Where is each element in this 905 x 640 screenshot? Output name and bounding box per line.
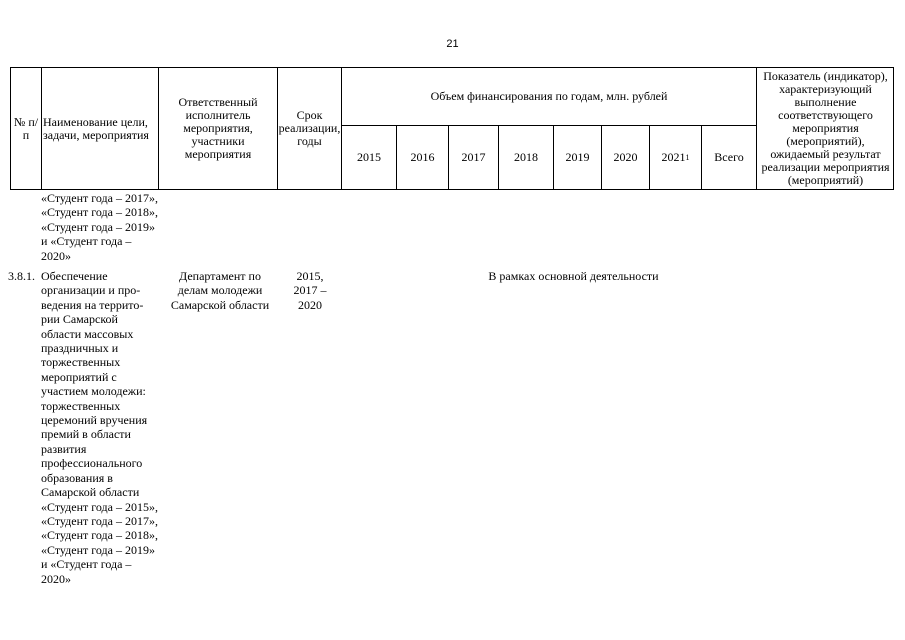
row-name-line: ведения на террито- <box>41 297 144 312</box>
row-term <box>278 269 342 312</box>
header-num: № п/п <box>11 68 42 189</box>
row-name-line: «Студент года – 2019» <box>41 542 155 557</box>
header-financing: Объем финансирования по годам, млн. рублей <box>342 68 757 125</box>
row-name-line: «Студент года – 2018», <box>41 528 158 543</box>
header-year-2020: 2020 <box>602 125 650 190</box>
row-name-line: мероприятий с <box>41 369 117 384</box>
row-name-line: «Студент года – 2017», <box>41 513 158 528</box>
header-term: Срок реализации, годы <box>278 68 342 189</box>
row-executor-line: Департамент по <box>179 269 261 283</box>
row-name-line: рии Самарской <box>41 312 118 327</box>
row-name-line: Обеспечение <box>41 269 108 283</box>
continuation-text <box>41 191 163 263</box>
header-year-2019: 2019 <box>554 125 602 190</box>
header-year-2017: 2017 <box>449 125 499 190</box>
row-name-line: профессионального <box>41 456 143 471</box>
header-executor: Ответственный исполнитель мероприятия, участники мероприятия <box>159 68 278 189</box>
row-name-line: торжественных <box>41 355 121 370</box>
row-number: 3.8.1. <box>8 269 35 283</box>
page-number: 21 <box>446 38 459 50</box>
row-name-line: премий в области <box>41 427 131 442</box>
row-executor <box>160 269 280 312</box>
row-name-line: области массовых <box>41 326 134 341</box>
continuation-line: и «Студент года – <box>41 234 132 249</box>
row-name <box>41 269 163 586</box>
continuation-line: «Студент года – 2017», <box>41 191 158 205</box>
row-name-line: торжественных <box>41 398 121 413</box>
row-term-line: 2020 <box>298 297 322 312</box>
header-year-2021: 2021 1 <box>650 125 702 190</box>
header-name: Наименование цели, задачи, мероприятия <box>42 68 159 189</box>
row-name-line: и «Студент года – <box>41 557 132 572</box>
row-executor-line: Самарской области <box>170 297 270 312</box>
row-name-line: развития <box>41 441 87 456</box>
row-name-line: 2020» <box>41 571 71 586</box>
header-indicator: Показатель (индикатор), характеризующий выполнение соответствующего мероприятия (мероприятий), ожидаемый результат реализации мероприятия (мероприятий) <box>761 69 890 187</box>
row-name-line: Самарской области <box>41 485 140 500</box>
row-executor-line: делам молодежи <box>177 283 263 298</box>
row-name-line: «Студент года – 2015», <box>41 499 158 514</box>
row-term-line: 2015, <box>296 269 324 283</box>
row-name-line: организации и про- <box>41 283 141 298</box>
row-term-line: 2017 – <box>293 283 327 298</box>
row-name-line: образования в <box>41 470 113 485</box>
row-name-line: праздничных и <box>41 341 119 356</box>
year-2021-label: 2021 <box>661 150 686 164</box>
header-total: Всего <box>702 125 757 190</box>
continuation-line: «Студент года – 2019» <box>41 219 155 234</box>
continuation-line: 2020» <box>41 248 71 263</box>
header-year-2018: 2018 <box>499 125 554 190</box>
header-year-2015: 2015 <box>342 125 397 190</box>
row-name-line: участием молодежи: <box>41 384 146 399</box>
table-header <box>10 67 894 190</box>
continuation-line: «Студент года – 2018», <box>41 205 158 220</box>
header-year-2016: 2016 <box>397 125 449 190</box>
row-financing-note: В рамках основной деятельности <box>488 269 659 283</box>
row-name-line: церемоний вручения <box>41 413 148 428</box>
